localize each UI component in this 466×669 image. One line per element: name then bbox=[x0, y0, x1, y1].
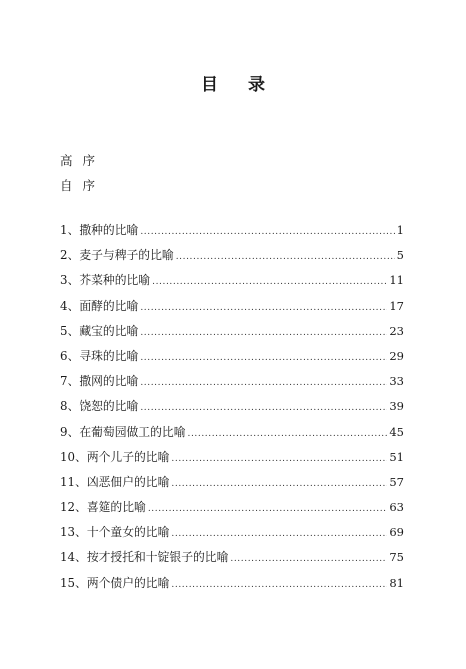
dot-leader bbox=[188, 429, 388, 439]
toc-title: 麦子与稗子的比喻 bbox=[79, 248, 174, 263]
toc-entry[interactable] bbox=[60, 473, 404, 498]
table-of-contents bbox=[60, 221, 404, 599]
toc-page-number: 45 bbox=[389, 424, 404, 439]
dot-leader bbox=[171, 479, 387, 489]
toc-entry[interactable] bbox=[60, 297, 404, 322]
toc-page-number: 81 bbox=[389, 575, 404, 590]
toc-title: 面酵的比喻 bbox=[79, 298, 139, 313]
dot-leader bbox=[171, 580, 387, 590]
toc-number: 13、 bbox=[60, 525, 87, 540]
toc-entry[interactable] bbox=[60, 523, 404, 548]
toc-page-number: 1 bbox=[396, 223, 404, 237]
preface-gao[interactable]: 高 序 bbox=[60, 153, 98, 168]
toc-entry[interactable] bbox=[60, 347, 404, 372]
dot-leader bbox=[140, 328, 387, 338]
toc-number: 3、 bbox=[60, 273, 80, 288]
dot-leader bbox=[152, 277, 387, 287]
toc-entry[interactable] bbox=[60, 271, 404, 296]
toc-entry[interactable] bbox=[60, 246, 404, 271]
toc-entry[interactable] bbox=[60, 423, 404, 448]
toc-entry[interactable] bbox=[60, 498, 404, 523]
toc-page-number: 75 bbox=[389, 550, 404, 565]
toc-entry[interactable] bbox=[60, 221, 404, 246]
toc-page-number: 17 bbox=[389, 298, 404, 313]
toc-page-number: 29 bbox=[389, 348, 404, 363]
toc-page-number: 51 bbox=[389, 449, 404, 464]
toc-entry[interactable] bbox=[60, 397, 404, 422]
toc-entry[interactable] bbox=[60, 372, 404, 397]
dot-leader bbox=[140, 403, 387, 413]
dot-leader bbox=[140, 227, 394, 237]
dot-leader bbox=[230, 554, 387, 564]
toc-entry[interactable] bbox=[60, 548, 404, 573]
toc-number: 9、 bbox=[60, 424, 80, 439]
toc-title: 撒种的比喻 bbox=[79, 223, 139, 237]
toc-page-number: 11 bbox=[389, 273, 404, 288]
toc-number: 8、 bbox=[60, 399, 80, 414]
toc-title: 按才授托和十锭银子的比喻 bbox=[86, 550, 229, 565]
dot-leader bbox=[140, 378, 387, 388]
toc-title: 芥菜种的比喻 bbox=[79, 273, 151, 288]
toc-page-number: 39 bbox=[389, 399, 404, 414]
dot-leader bbox=[140, 353, 387, 363]
dot-leader bbox=[171, 529, 387, 539]
toc-number: 15、 bbox=[60, 575, 87, 590]
toc-number: 5、 bbox=[60, 323, 80, 338]
dot-leader bbox=[171, 454, 387, 464]
toc-title: 在葡萄园做工的比喻 bbox=[79, 424, 186, 439]
preface-author[interactable]: 自 序 bbox=[60, 178, 98, 193]
toc-number: 4、 bbox=[60, 298, 80, 313]
toc-page-number: 23 bbox=[389, 323, 404, 338]
toc-title: 十个童女的比喻 bbox=[86, 525, 170, 540]
toc-page-number: 57 bbox=[389, 474, 404, 489]
toc-title: 两个债户的比喻 bbox=[86, 575, 170, 590]
toc-number: 2、 bbox=[60, 248, 80, 263]
toc-title: 饶恕的比喻 bbox=[79, 399, 139, 414]
toc-page-number: 69 bbox=[389, 525, 404, 540]
toc-page-number: 63 bbox=[389, 500, 404, 515]
page-title: 目 录 bbox=[201, 75, 277, 95]
toc-number: 7、 bbox=[60, 374, 80, 389]
dot-leader bbox=[176, 252, 395, 262]
toc-title: 喜筵的比喻 bbox=[86, 500, 146, 515]
dot-leader bbox=[148, 504, 388, 514]
toc-number: 10、 bbox=[60, 449, 87, 464]
dot-leader bbox=[140, 303, 387, 313]
toc-title: 撒网的比喻 bbox=[79, 374, 139, 389]
toc-entry[interactable] bbox=[60, 448, 404, 473]
toc-title: 凶恶佃户的比喻 bbox=[86, 474, 170, 489]
toc-number: 6、 bbox=[60, 348, 80, 363]
toc-title: 寻珠的比喻 bbox=[79, 348, 139, 363]
toc-number: 1、 bbox=[60, 223, 80, 237]
toc-page-number: 5 bbox=[396, 248, 404, 263]
toc-title: 两个儿子的比喻 bbox=[86, 449, 170, 464]
toc-title: 藏宝的比喻 bbox=[79, 323, 139, 338]
toc-number: 11、 bbox=[60, 474, 87, 489]
toc-entry[interactable] bbox=[60, 574, 404, 599]
toc-number: 14、 bbox=[60, 550, 87, 565]
toc-number: 12、 bbox=[60, 500, 87, 515]
toc-entry[interactable] bbox=[60, 322, 404, 347]
toc-page-number: 33 bbox=[389, 374, 404, 389]
